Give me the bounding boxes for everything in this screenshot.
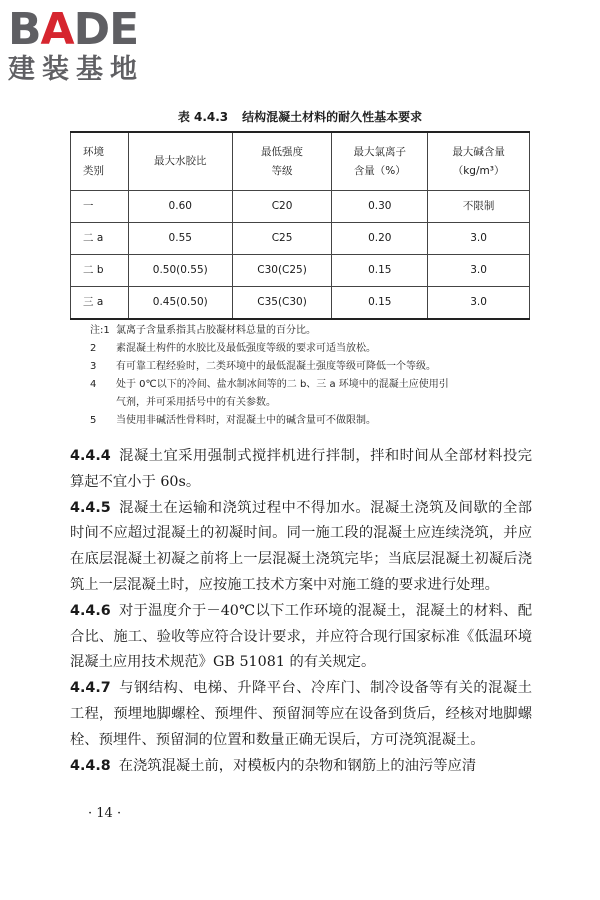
cell-strength: C20 [232, 191, 332, 223]
header-strength: 最低强度 等级 [232, 132, 332, 191]
clause-paragraph: 4.4.4 混凝土宜采用强制式搅拌机进行拌制，拌和时间从全部材料投完算起不宜小于 60s。 [70, 448, 532, 490]
logo-chinese-name: 建装基地 [8, 54, 144, 85]
cell-env: 二 b [71, 255, 129, 287]
logo-wordmark: BADE [8, 4, 139, 55]
clause-paragraph: 4.4.5 混凝土在运输和浇筑过程中不得加水。混凝土浇筑及间歇的全部时间不应超过混凝土的初凝时间。同一施工段的混凝土应连续浇筑，并应在底层混凝土初凝之前将上一层混凝土浇筑完毕；当底层混凝土初凝后浇筑上一层混凝土时，应按施工技术方案中对施工缝的要求进行处理。 [70, 499, 532, 593]
table-number: 表 4.4.3 [177, 110, 229, 124]
cell-alkali: 不限制 [428, 191, 530, 223]
cell-strength: C30(C25) [232, 255, 332, 287]
table-notes [90, 322, 530, 430]
cell-alkali: 3.0 [428, 255, 530, 287]
durability-requirements-table [70, 131, 530, 320]
clause-number: 4.4.6 [70, 602, 111, 619]
note-item: 注:1 氯离子含量系指其占胶凝材料总量的百分比。 [90, 325, 316, 336]
cell-chloride: 0.30 [332, 191, 428, 223]
note-item: 5 当使用非碱活性骨料时，对混凝土中的碱含量可不做限制。 [90, 415, 376, 426]
note-item: 3 有可靠工程经验时，二类环境中的最低混凝土强度等级可降低一个等级。 [90, 361, 436, 372]
cell-wc: 0.60 [128, 191, 232, 223]
clause-paragraph: 4.4.7 与钢结构、电梯、升降平台、冷库门、制冷设备等有关的混凝土工程，预埋地脚螺栓、预埋件、预留洞等应在设备到货后，经核对地脚螺栓、预埋件、预留洞的位置和数量正确无误后，方可浇筑混凝土。 [70, 680, 532, 748]
cell-alkali: 3.0 [428, 287, 530, 319]
header-chloride: 最大氯离子 含量（%） [332, 132, 428, 191]
header-env-category: 环境 类别 [71, 132, 129, 191]
table-title: 结构混凝土材料的耐久性基本要求 [242, 110, 423, 124]
clause-paragraph: 4.4.6 对于温度介于－40℃以下工作环境的混凝土，混凝土的材料、配合比、施工、验收等应符合设计要求，并应符合现行国家标准《低温环境混凝土应用技术规范》GB 51081 的有关规定。 [70, 602, 532, 671]
cell-env: 三 a [71, 287, 129, 319]
cell-chloride: 0.15 [332, 287, 428, 319]
cell-chloride: 0.20 [332, 223, 428, 255]
table-header-row [71, 132, 530, 191]
logo-accent-letter: A [40, 4, 74, 55]
header-alkali: 最大碱含量 （kg/m³） [428, 132, 530, 191]
cell-wc: 0.50(0.55) [128, 255, 232, 287]
table-caption [0, 108, 600, 125]
table-row [71, 255, 530, 287]
note-item: 4 处于 0℃以下的冷间、盐水制冰间等的二 b、三 a 环境中的混凝土应使用引 气剂，并可采用括号中的有关参数。 [90, 379, 449, 408]
clause-paragraph: 4.4.8 在浇筑混凝土前，对模板内的杂物和钢筋上的油污等应清 [70, 757, 477, 774]
cell-wc: 0.45(0.50) [128, 287, 232, 319]
clause-number: 4.4.8 [70, 757, 111, 774]
clauses-body [70, 444, 532, 779]
cell-env: 二 a [71, 223, 129, 255]
cell-strength: C25 [232, 223, 332, 255]
cell-strength: C35(C30) [232, 287, 332, 319]
note-item: 2 素混凝土构件的水胶比及最低强度等级的要求可适当放松。 [90, 343, 376, 354]
table-row [71, 223, 530, 255]
clause-number: 4.4.5 [70, 499, 111, 516]
clause-number: 4.4.7 [70, 680, 111, 697]
cell-alkali: 3.0 [428, 223, 530, 255]
brand-logo [8, 6, 144, 86]
page-number: · 14 · [88, 806, 122, 821]
table-row [71, 191, 530, 223]
cell-env: 一 [71, 191, 129, 223]
table-row [71, 287, 530, 319]
header-wc-ratio: 最大水胶比 [128, 132, 232, 191]
cell-wc: 0.55 [128, 223, 232, 255]
clause-number: 4.4.4 [70, 448, 111, 464]
notes-prefix: 注: [90, 325, 104, 336]
cell-chloride: 0.15 [332, 255, 428, 287]
